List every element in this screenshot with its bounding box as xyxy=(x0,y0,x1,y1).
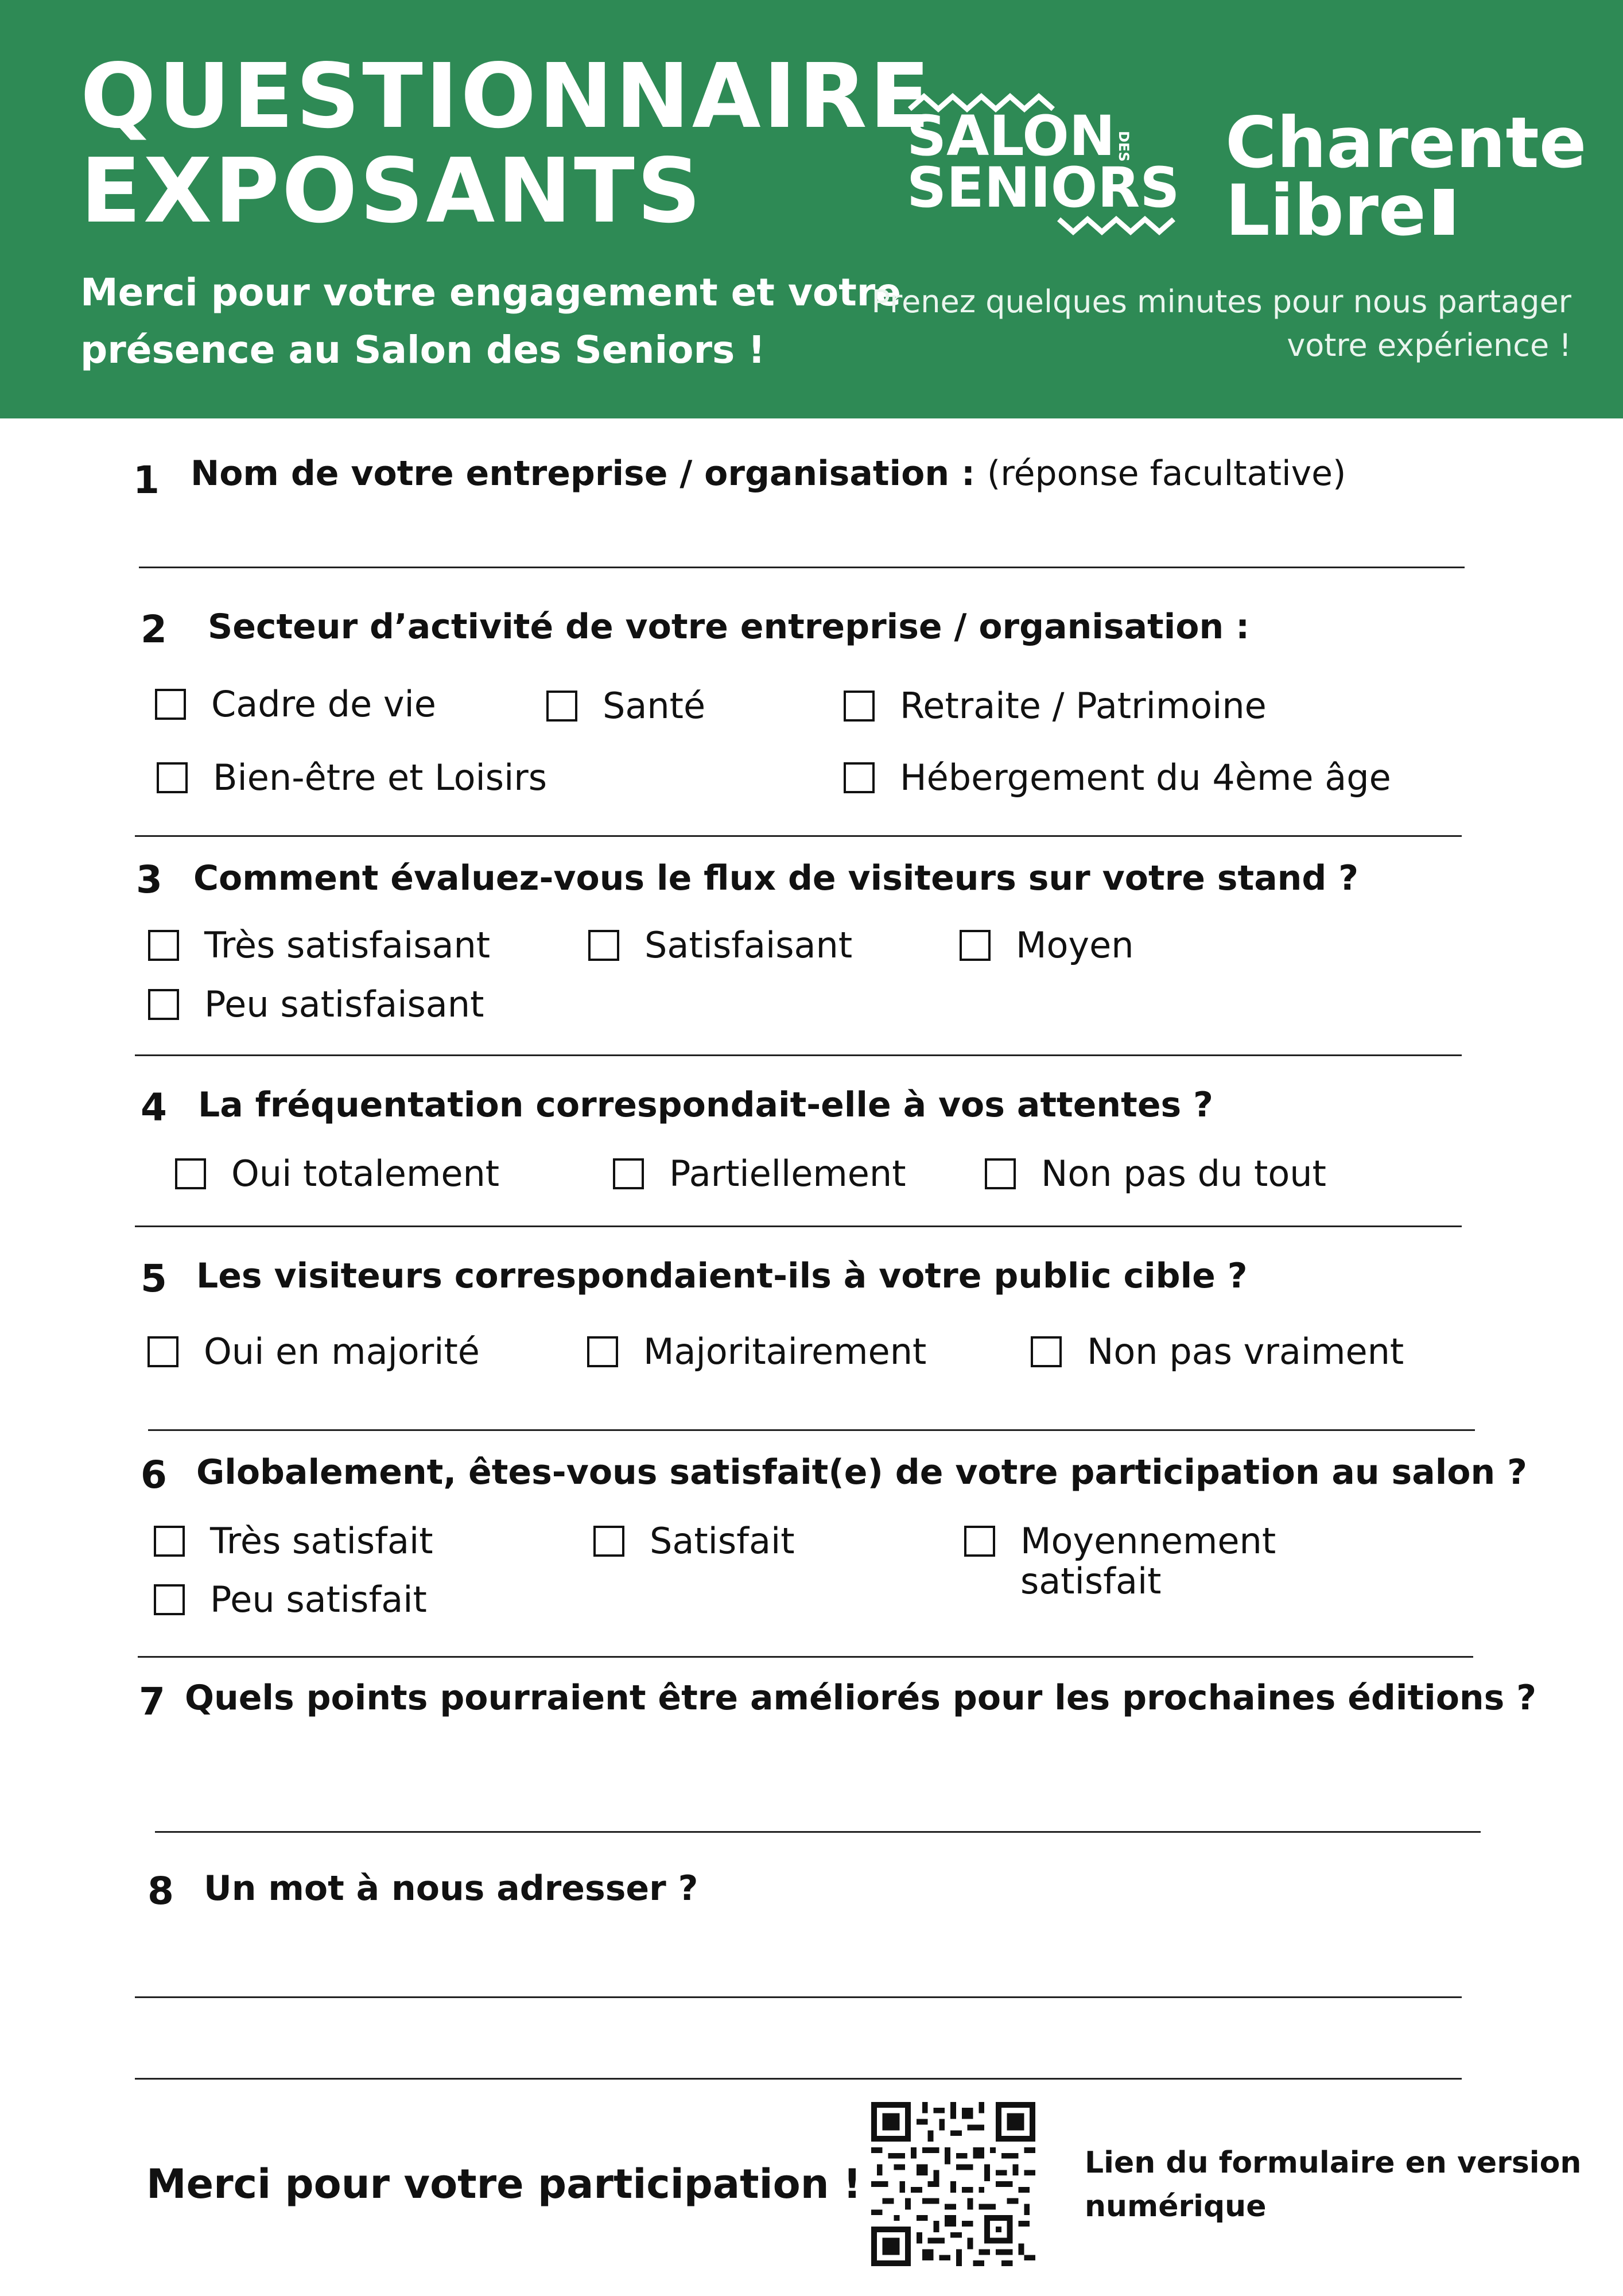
qr-code-label xyxy=(1085,2141,1581,2228)
question-number: 6 xyxy=(141,1453,167,1497)
question-label: Quels points pourraient être améliorés pour les prochaines éditions ? xyxy=(185,1678,1537,1718)
logo-block-icon xyxy=(1434,189,1454,235)
option-label: Bien-être et Loisirs xyxy=(213,757,548,798)
checkbox-option[interactable] xyxy=(546,686,705,726)
option-label: Oui en majorité xyxy=(204,1331,480,1372)
section-divider xyxy=(135,1054,1462,1056)
checkbox[interactable] xyxy=(587,1336,618,1367)
checkbox[interactable] xyxy=(148,930,179,961)
answer-line[interactable] xyxy=(135,1996,1462,1998)
qr-label-line: Lien du formulaire en version xyxy=(1085,2146,1582,2180)
logo-charente-line2: Libre xyxy=(1225,170,1426,251)
title-line: EXPOSANTS xyxy=(80,139,704,243)
option-label: Satisfait xyxy=(650,1520,795,1562)
question-label: Secteur d’activité de votre entreprise / organisation : xyxy=(208,607,1250,647)
question-number: 5 xyxy=(141,1256,167,1301)
checkbox-option[interactable] xyxy=(613,1154,906,1194)
checkbox[interactable] xyxy=(157,762,188,793)
option-label xyxy=(1020,1521,1276,1601)
question-label: Les visiteurs correspondaient-ils à votre public cible ? xyxy=(196,1256,1248,1296)
question-label: Comment évaluez-vous le flux de visiteurs sur votre stand ? xyxy=(193,858,1359,898)
option-label: Retraite / Patrimoine xyxy=(900,685,1267,727)
checkbox[interactable] xyxy=(175,1158,206,1189)
checkbox-option[interactable] xyxy=(587,1332,926,1372)
header-subtitle xyxy=(80,264,902,379)
checkbox-option[interactable] xyxy=(147,1332,480,1372)
logo-salon-small: DES xyxy=(1116,131,1132,162)
option-label: Oui totalement xyxy=(231,1153,500,1194)
option-label: Cadre de vie xyxy=(211,683,436,725)
checkbox[interactable] xyxy=(1031,1336,1062,1367)
answer-line[interactable] xyxy=(135,2078,1462,2080)
option-label-line: Moyennement xyxy=(1020,1520,1276,1562)
checkbox-option[interactable] xyxy=(154,1521,433,1561)
checkbox-option[interactable] xyxy=(175,1154,499,1194)
section-divider xyxy=(135,835,1462,837)
note-line: Prenez quelques minutes pour nous partager xyxy=(871,284,1571,320)
question-note: (réponse facultative) xyxy=(987,453,1346,494)
checkbox-option[interactable] xyxy=(964,1521,1276,1601)
checkbox[interactable] xyxy=(147,1336,178,1367)
section-divider xyxy=(135,1225,1462,1227)
logo-salon-line1: SALON xyxy=(907,104,1116,168)
question-label xyxy=(191,451,1346,497)
option-label: Moyen xyxy=(1016,924,1134,966)
question-number: 2 xyxy=(141,607,167,651)
checkbox-option[interactable] xyxy=(593,1521,795,1561)
answer-line[interactable] xyxy=(155,1831,1481,1833)
option-label: Partiellement xyxy=(669,1153,906,1194)
subtitle-line: présence au Salon des Seniors ! xyxy=(80,328,766,372)
header-note xyxy=(871,280,1571,367)
checkbox[interactable] xyxy=(985,1158,1016,1189)
option-label: Majoritairement xyxy=(643,1331,927,1372)
checkbox-option[interactable] xyxy=(844,686,1267,726)
checkbox-option[interactable] xyxy=(157,758,547,798)
option-label: Satisfaisant xyxy=(644,924,853,966)
checkbox[interactable] xyxy=(844,762,875,793)
question-label: Globalement, êtes-vous satisfait(e) de votre participation au salon ? xyxy=(196,1452,1527,1492)
question-label: La fréquentation correspondait-elle à vos attentes ? xyxy=(198,1085,1213,1125)
checkbox-option[interactable] xyxy=(960,925,1134,965)
checkbox[interactable] xyxy=(546,691,577,722)
option-label-line: satisfait xyxy=(1020,1560,1162,1602)
option-label: Santé xyxy=(603,685,706,727)
option-label: Peu satisfaisant xyxy=(204,983,484,1025)
checkbox-option[interactable] xyxy=(148,984,484,1025)
checkbox[interactable] xyxy=(613,1158,644,1189)
checkbox-option[interactable] xyxy=(844,758,1391,798)
question-text: Nom de votre entreprise / organisation : xyxy=(191,453,975,494)
checkbox[interactable] xyxy=(154,1526,185,1557)
question-number: 8 xyxy=(147,1869,174,1913)
question-number: 1 xyxy=(133,458,160,502)
checkbox-option[interactable] xyxy=(155,684,436,724)
checkbox-option[interactable] xyxy=(148,925,490,965)
page-title xyxy=(80,44,933,243)
qr-code-icon[interactable] xyxy=(871,2102,1035,2266)
option-label: Peu satisfait xyxy=(210,1578,427,1620)
title-line: QUESTIONNAIRE xyxy=(80,44,933,148)
thanks-message: Merci pour votre participation ! xyxy=(146,2161,861,2208)
question-number: 3 xyxy=(136,858,162,902)
note-line: votre expérience ! xyxy=(1287,327,1571,363)
header-banner xyxy=(0,0,1623,418)
option-label: Très satisfaisant xyxy=(204,924,491,966)
section-divider xyxy=(148,1429,1475,1431)
checkbox[interactable] xyxy=(844,691,875,722)
checkbox[interactable] xyxy=(154,1584,185,1615)
checkbox[interactable] xyxy=(588,930,619,961)
checkbox-option[interactable] xyxy=(1031,1332,1404,1372)
checkbox[interactable] xyxy=(593,1526,624,1557)
salon-des-seniors-logo xyxy=(904,92,1185,235)
option-label: Non pas du tout xyxy=(1041,1153,1326,1194)
question-number: 4 xyxy=(141,1085,167,1130)
checkbox-option[interactable] xyxy=(985,1154,1326,1194)
option-label: Non pas vraiment xyxy=(1087,1331,1404,1372)
question-number: 7 xyxy=(139,1680,165,1724)
charente-libre-logo xyxy=(1225,102,1587,251)
logo-charente-line1: Charente xyxy=(1225,102,1587,184)
checkbox[interactable] xyxy=(964,1526,995,1557)
section-divider xyxy=(138,1656,1473,1658)
option-label: Très satisfait xyxy=(210,1520,433,1562)
answer-line[interactable] xyxy=(139,567,1465,568)
checkbox[interactable] xyxy=(960,930,991,961)
checkbox-option[interactable] xyxy=(154,1580,427,1620)
qr-label-line: numérique xyxy=(1085,2189,1267,2224)
subtitle-line: Merci pour votre engagement et votre xyxy=(80,270,902,315)
question-label: Un mot à nous adresser ? xyxy=(204,1868,698,1909)
checkbox-option[interactable] xyxy=(588,925,852,965)
logo-salon-line2: SENIORS xyxy=(907,156,1180,220)
option-label: Hébergement du 4ème âge xyxy=(900,757,1391,798)
checkbox[interactable] xyxy=(148,989,179,1020)
checkbox[interactable] xyxy=(155,689,186,720)
